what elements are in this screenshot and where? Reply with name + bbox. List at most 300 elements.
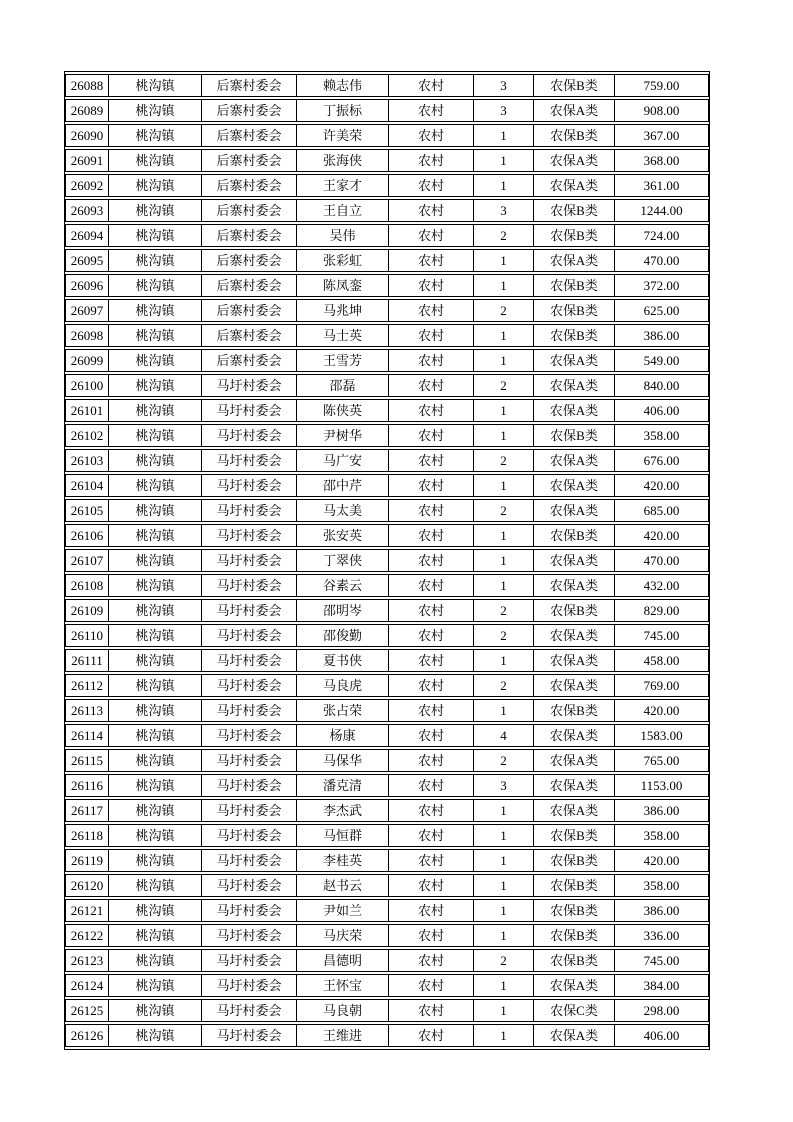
- cell-person-count: 3: [473, 774, 533, 797]
- cell-village: 马圩村委会: [201, 474, 296, 497]
- cell-insurance-category: 农保A类: [533, 799, 614, 822]
- cell-person-name: 张安英: [296, 524, 388, 547]
- table-row: [65, 649, 709, 672]
- table-row: [65, 799, 709, 822]
- cell-insurance-category: 农保A类: [533, 99, 614, 122]
- cell-person-name: 马兆坤: [296, 299, 388, 322]
- cell-residence-type: 农村: [388, 699, 473, 722]
- cell-amount: 372.00: [614, 274, 709, 297]
- cell-town: 桃沟镇: [108, 974, 201, 997]
- cell-town: 桃沟镇: [108, 549, 201, 572]
- cell-person-name: 杨康: [296, 724, 388, 747]
- cell-residence-type: 农村: [388, 424, 473, 447]
- cell-person-count: 4: [473, 724, 533, 747]
- cell-person-count: 2: [473, 749, 533, 772]
- cell-person-count: 2: [473, 499, 533, 522]
- cell-residence-type: 农村: [388, 74, 473, 97]
- cell-person-name: 昌德明: [296, 949, 388, 972]
- cell-seq: 26107: [65, 549, 108, 572]
- cell-person-name: 马良虎: [296, 674, 388, 697]
- cell-amount: 298.00: [614, 999, 709, 1022]
- cell-village: 后寨村委会: [201, 199, 296, 222]
- cell-person-name: 邵中芹: [296, 474, 388, 497]
- cell-amount: 1244.00: [614, 199, 709, 222]
- cell-town: 桃沟镇: [108, 849, 201, 872]
- cell-person-name: 马士英: [296, 324, 388, 347]
- cell-person-name: 王雪芳: [296, 349, 388, 372]
- cell-village: 马圩村委会: [201, 774, 296, 797]
- cell-person-count: 1: [473, 799, 533, 822]
- cell-amount: 745.00: [614, 949, 709, 972]
- cell-residence-type: 农村: [388, 299, 473, 322]
- table-row: [65, 174, 709, 197]
- cell-village: 后寨村委会: [201, 249, 296, 272]
- cell-insurance-category: 农保B类: [533, 949, 614, 972]
- cell-town: 桃沟镇: [108, 249, 201, 272]
- cell-insurance-category: 农保A类: [533, 1024, 614, 1047]
- cell-seq: 26099: [65, 349, 108, 372]
- cell-village: 后寨村委会: [201, 99, 296, 122]
- cell-seq: 26090: [65, 124, 108, 147]
- cell-village: 马圩村委会: [201, 424, 296, 447]
- cell-town: 桃沟镇: [108, 524, 201, 547]
- cell-amount: 358.00: [614, 874, 709, 897]
- cell-insurance-category: 农保B类: [533, 324, 614, 347]
- cell-seq: 26117: [65, 799, 108, 822]
- cell-village: 马圩村委会: [201, 574, 296, 597]
- cell-person-count: 2: [473, 224, 533, 247]
- cell-residence-type: 农村: [388, 99, 473, 122]
- cell-person-name: 丁振标: [296, 99, 388, 122]
- cell-insurance-category: 农保A类: [533, 549, 614, 572]
- cell-amount: 759.00: [614, 74, 709, 97]
- cell-person-count: 1: [473, 649, 533, 672]
- cell-village: 马圩村委会: [201, 1024, 296, 1047]
- cell-amount: 367.00: [614, 124, 709, 147]
- cell-person-name: 王自立: [296, 199, 388, 222]
- cell-amount: 386.00: [614, 799, 709, 822]
- cell-person-name: 尹如兰: [296, 899, 388, 922]
- cell-person-name: 潘克清: [296, 774, 388, 797]
- cell-town: 桃沟镇: [108, 724, 201, 747]
- cell-seq: 26097: [65, 299, 108, 322]
- cell-insurance-category: 农保A类: [533, 624, 614, 647]
- cell-amount: 386.00: [614, 324, 709, 347]
- cell-person-count: 2: [473, 674, 533, 697]
- cell-residence-type: 农村: [388, 799, 473, 822]
- cell-person-name: 吴伟: [296, 224, 388, 247]
- cell-residence-type: 农村: [388, 599, 473, 622]
- cell-person-count: 2: [473, 624, 533, 647]
- cell-person-name: 王家才: [296, 174, 388, 197]
- cell-person-name: 许美荣: [296, 124, 388, 147]
- cell-insurance-category: 农保A类: [533, 474, 614, 497]
- cell-insurance-category: 农保A类: [533, 149, 614, 172]
- cell-person-name: 李杰武: [296, 799, 388, 822]
- cell-insurance-category: 农保B类: [533, 299, 614, 322]
- cell-person-count: 1: [473, 524, 533, 547]
- cell-amount: 1153.00: [614, 774, 709, 797]
- cell-person-name: 丁翠侠: [296, 549, 388, 572]
- cell-town: 桃沟镇: [108, 199, 201, 222]
- table-row: [65, 674, 709, 697]
- cell-seq: 26118: [65, 824, 108, 847]
- cell-person-name: 陈凤銮: [296, 274, 388, 297]
- cell-amount: 908.00: [614, 99, 709, 122]
- cell-town: 桃沟镇: [108, 124, 201, 147]
- cell-town: 桃沟镇: [108, 174, 201, 197]
- table-row: [65, 624, 709, 647]
- cell-seq: 26126: [65, 1024, 108, 1047]
- cell-insurance-category: 农保B类: [533, 924, 614, 947]
- cell-amount: 549.00: [614, 349, 709, 372]
- cell-residence-type: 农村: [388, 949, 473, 972]
- cell-amount: 432.00: [614, 574, 709, 597]
- cell-village: 后寨村委会: [201, 324, 296, 347]
- cell-village: 后寨村委会: [201, 274, 296, 297]
- cell-amount: 745.00: [614, 624, 709, 647]
- cell-residence-type: 农村: [388, 724, 473, 747]
- cell-residence-type: 农村: [388, 224, 473, 247]
- cell-person-count: 1: [473, 474, 533, 497]
- cell-town: 桃沟镇: [108, 1024, 201, 1047]
- cell-person-count: 1: [473, 399, 533, 422]
- cell-person-count: 2: [473, 299, 533, 322]
- cell-amount: 368.00: [614, 149, 709, 172]
- cell-insurance-category: 农保B类: [533, 124, 614, 147]
- cell-seq: 26102: [65, 424, 108, 447]
- cell-insurance-category: 农保B类: [533, 699, 614, 722]
- cell-person-count: 1: [473, 874, 533, 897]
- cell-insurance-category: 农保B类: [533, 524, 614, 547]
- cell-amount: 676.00: [614, 449, 709, 472]
- table-row: [65, 1024, 709, 1047]
- cell-village: 马圩村委会: [201, 849, 296, 872]
- cell-seq: 26113: [65, 699, 108, 722]
- cell-residence-type: 农村: [388, 449, 473, 472]
- cell-seq: 26092: [65, 174, 108, 197]
- cell-seq: 26095: [65, 249, 108, 272]
- cell-amount: 840.00: [614, 374, 709, 397]
- cell-person-count: 1: [473, 124, 533, 147]
- cell-insurance-category: 农保A类: [533, 174, 614, 197]
- table-row: [65, 749, 709, 772]
- cell-amount: 1583.00: [614, 724, 709, 747]
- cell-residence-type: 农村: [388, 374, 473, 397]
- cell-person-name: 邵明岑: [296, 599, 388, 622]
- cell-residence-type: 农村: [388, 774, 473, 797]
- cell-seq: 26088: [65, 74, 108, 97]
- cell-person-name: 赖志伟: [296, 74, 388, 97]
- cell-amount: 420.00: [614, 699, 709, 722]
- cell-village: 马圩村委会: [201, 899, 296, 922]
- cell-person-count: 1: [473, 849, 533, 872]
- table-row: [65, 274, 709, 297]
- cell-town: 桃沟镇: [108, 999, 201, 1022]
- cell-village: 后寨村委会: [201, 299, 296, 322]
- cell-amount: 470.00: [614, 249, 709, 272]
- cell-residence-type: 农村: [388, 674, 473, 697]
- cell-seq: 26119: [65, 849, 108, 872]
- cell-seq: 26103: [65, 449, 108, 472]
- cell-residence-type: 农村: [388, 749, 473, 772]
- cell-insurance-category: 农保A类: [533, 499, 614, 522]
- cell-person-name: 张彩虹: [296, 249, 388, 272]
- cell-village: 马圩村委会: [201, 499, 296, 522]
- cell-residence-type: 农村: [388, 999, 473, 1022]
- cell-person-name: 尹树华: [296, 424, 388, 447]
- cell-town: 桃沟镇: [108, 599, 201, 622]
- cell-village: 后寨村委会: [201, 349, 296, 372]
- cell-amount: 358.00: [614, 824, 709, 847]
- table-row: [65, 599, 709, 622]
- cell-person-count: 2: [473, 449, 533, 472]
- cell-residence-type: 农村: [388, 549, 473, 572]
- cell-person-count: 1: [473, 999, 533, 1022]
- cell-person-count: 1: [473, 549, 533, 572]
- cell-village: 后寨村委会: [201, 174, 296, 197]
- cell-person-count: 2: [473, 949, 533, 972]
- cell-town: 桃沟镇: [108, 499, 201, 522]
- cell-village: 马圩村委会: [201, 699, 296, 722]
- cell-seq: 26098: [65, 324, 108, 347]
- cell-amount: 724.00: [614, 224, 709, 247]
- cell-person-name: 陈侠英: [296, 399, 388, 422]
- cell-residence-type: 农村: [388, 399, 473, 422]
- cell-town: 桃沟镇: [108, 74, 201, 97]
- cell-town: 桃沟镇: [108, 674, 201, 697]
- cell-town: 桃沟镇: [108, 399, 201, 422]
- table-row: [65, 999, 709, 1022]
- table-row: [65, 474, 709, 497]
- table-row: [65, 224, 709, 247]
- cell-residence-type: 农村: [388, 899, 473, 922]
- cell-town: 桃沟镇: [108, 424, 201, 447]
- cell-amount: 406.00: [614, 1024, 709, 1047]
- cell-town: 桃沟镇: [108, 299, 201, 322]
- table-row: [65, 974, 709, 997]
- cell-residence-type: 农村: [388, 974, 473, 997]
- table-row: [65, 524, 709, 547]
- cell-seq: 26123: [65, 949, 108, 972]
- cell-insurance-category: 农保A类: [533, 449, 614, 472]
- cell-amount: 625.00: [614, 299, 709, 322]
- table-row: [65, 874, 709, 897]
- cell-insurance-category: 农保B类: [533, 424, 614, 447]
- cell-person-count: 1: [473, 699, 533, 722]
- cell-village: 马圩村委会: [201, 599, 296, 622]
- cell-person-name: 邵磊: [296, 374, 388, 397]
- table-row: [65, 99, 709, 122]
- cell-village: 马圩村委会: [201, 924, 296, 947]
- cell-insurance-category: 农保A类: [533, 974, 614, 997]
- cell-residence-type: 农村: [388, 1024, 473, 1047]
- cell-seq: 26094: [65, 224, 108, 247]
- cell-insurance-category: 农保A类: [533, 749, 614, 772]
- cell-seq: 26124: [65, 974, 108, 997]
- cell-person-count: 2: [473, 374, 533, 397]
- cell-residence-type: 农村: [388, 849, 473, 872]
- cell-seq: 26125: [65, 999, 108, 1022]
- cell-residence-type: 农村: [388, 524, 473, 547]
- cell-person-count: 1: [473, 1024, 533, 1047]
- roster-table-body: [65, 74, 709, 1047]
- cell-town: 桃沟镇: [108, 374, 201, 397]
- table-row: [65, 349, 709, 372]
- cell-town: 桃沟镇: [108, 99, 201, 122]
- table-row: [65, 124, 709, 147]
- cell-insurance-category: 农保B类: [533, 224, 614, 247]
- cell-person-count: 1: [473, 149, 533, 172]
- cell-insurance-category: 农保B类: [533, 899, 614, 922]
- cell-person-count: 1: [473, 974, 533, 997]
- cell-insurance-category: 农保A类: [533, 674, 614, 697]
- cell-person-count: 1: [473, 249, 533, 272]
- cell-person-name: 谷素云: [296, 574, 388, 597]
- cell-town: 桃沟镇: [108, 224, 201, 247]
- cell-person-name: 张占荣: [296, 699, 388, 722]
- cell-insurance-category: 农保B类: [533, 74, 614, 97]
- cell-person-name: 赵书云: [296, 874, 388, 897]
- cell-insurance-category: 农保C类: [533, 999, 614, 1022]
- cell-person-count: 1: [473, 824, 533, 847]
- cell-town: 桃沟镇: [108, 824, 201, 847]
- cell-person-count: 1: [473, 174, 533, 197]
- cell-amount: 361.00: [614, 174, 709, 197]
- cell-seq: 26100: [65, 374, 108, 397]
- cell-person-name: 马保华: [296, 749, 388, 772]
- cell-seq: 26116: [65, 774, 108, 797]
- cell-insurance-category: 农保A类: [533, 574, 614, 597]
- cell-residence-type: 农村: [388, 574, 473, 597]
- cell-town: 桃沟镇: [108, 874, 201, 897]
- cell-insurance-category: 农保B类: [533, 874, 614, 897]
- cell-residence-type: 农村: [388, 924, 473, 947]
- cell-residence-type: 农村: [388, 624, 473, 647]
- cell-village: 马圩村委会: [201, 449, 296, 472]
- cell-residence-type: 农村: [388, 124, 473, 147]
- cell-person-name: 邵俊勤: [296, 624, 388, 647]
- cell-residence-type: 农村: [388, 824, 473, 847]
- cell-residence-type: 农村: [388, 249, 473, 272]
- cell-town: 桃沟镇: [108, 574, 201, 597]
- cell-person-name: 王维进: [296, 1024, 388, 1047]
- table-row: [65, 924, 709, 947]
- cell-amount: 685.00: [614, 499, 709, 522]
- table-row: [65, 699, 709, 722]
- cell-person-count: 3: [473, 99, 533, 122]
- table-row: [65, 449, 709, 472]
- cell-person-name: 马良朝: [296, 999, 388, 1022]
- cell-town: 桃沟镇: [108, 749, 201, 772]
- cell-seq: 26121: [65, 899, 108, 922]
- table-row: [65, 324, 709, 347]
- cell-insurance-category: 农保A类: [533, 374, 614, 397]
- cell-insurance-category: 农保A类: [533, 724, 614, 747]
- cell-amount: 420.00: [614, 849, 709, 872]
- cell-amount: 358.00: [614, 424, 709, 447]
- cell-town: 桃沟镇: [108, 149, 201, 172]
- cell-town: 桃沟镇: [108, 449, 201, 472]
- cell-town: 桃沟镇: [108, 349, 201, 372]
- table-row: [65, 74, 709, 97]
- cell-seq: 26115: [65, 749, 108, 772]
- cell-insurance-category: 农保A类: [533, 774, 614, 797]
- table-row: [65, 249, 709, 272]
- cell-village: 马圩村委会: [201, 649, 296, 672]
- cell-village: 后寨村委会: [201, 74, 296, 97]
- cell-village: 马圩村委会: [201, 524, 296, 547]
- cell-village: 马圩村委会: [201, 949, 296, 972]
- cell-town: 桃沟镇: [108, 774, 201, 797]
- cell-seq: 26101: [65, 399, 108, 422]
- cell-residence-type: 农村: [388, 174, 473, 197]
- table-row: [65, 499, 709, 522]
- cell-person-name: 马恒群: [296, 824, 388, 847]
- cell-village: 后寨村委会: [201, 224, 296, 247]
- cell-person-name: 李桂英: [296, 849, 388, 872]
- cell-person-name: 马太美: [296, 499, 388, 522]
- table-row: [65, 399, 709, 422]
- cell-seq: 26106: [65, 524, 108, 547]
- cell-seq: 26110: [65, 624, 108, 647]
- cell-amount: 458.00: [614, 649, 709, 672]
- cell-residence-type: 农村: [388, 349, 473, 372]
- cell-village: 马圩村委会: [201, 874, 296, 897]
- cell-insurance-category: 农保B类: [533, 274, 614, 297]
- cell-town: 桃沟镇: [108, 799, 201, 822]
- cell-residence-type: 农村: [388, 649, 473, 672]
- cell-village: 马圩村委会: [201, 374, 296, 397]
- cell-person-count: 1: [473, 924, 533, 947]
- cell-residence-type: 农村: [388, 274, 473, 297]
- cell-village: 马圩村委会: [201, 624, 296, 647]
- cell-person-name: 马庆荣: [296, 924, 388, 947]
- cell-town: 桃沟镇: [108, 474, 201, 497]
- cell-village: 马圩村委会: [201, 724, 296, 747]
- cell-residence-type: 农村: [388, 474, 473, 497]
- cell-person-name: 夏书侠: [296, 649, 388, 672]
- cell-amount: 470.00: [614, 549, 709, 572]
- cell-person-count: 1: [473, 899, 533, 922]
- cell-village: 马圩村委会: [201, 974, 296, 997]
- pension-roster-table: [64, 71, 710, 1050]
- table-row: [65, 549, 709, 572]
- cell-residence-type: 农村: [388, 324, 473, 347]
- cell-residence-type: 农村: [388, 874, 473, 897]
- roster-table-container: [64, 71, 710, 1050]
- table-row: [65, 199, 709, 222]
- cell-village: 马圩村委会: [201, 399, 296, 422]
- cell-town: 桃沟镇: [108, 274, 201, 297]
- cell-person-name: 王怀宝: [296, 974, 388, 997]
- cell-town: 桃沟镇: [108, 624, 201, 647]
- cell-seq: 26109: [65, 599, 108, 622]
- cell-amount: 769.00: [614, 674, 709, 697]
- cell-amount: 765.00: [614, 749, 709, 772]
- table-row: [65, 899, 709, 922]
- cell-seq: 26089: [65, 99, 108, 122]
- cell-amount: 384.00: [614, 974, 709, 997]
- cell-person-count: 1: [473, 424, 533, 447]
- cell-town: 桃沟镇: [108, 924, 201, 947]
- cell-seq: 26091: [65, 149, 108, 172]
- cell-insurance-category: 农保B类: [533, 199, 614, 222]
- cell-seq: 26114: [65, 724, 108, 747]
- table-row: [65, 424, 709, 447]
- cell-insurance-category: 农保A类: [533, 649, 614, 672]
- cell-person-count: 2: [473, 599, 533, 622]
